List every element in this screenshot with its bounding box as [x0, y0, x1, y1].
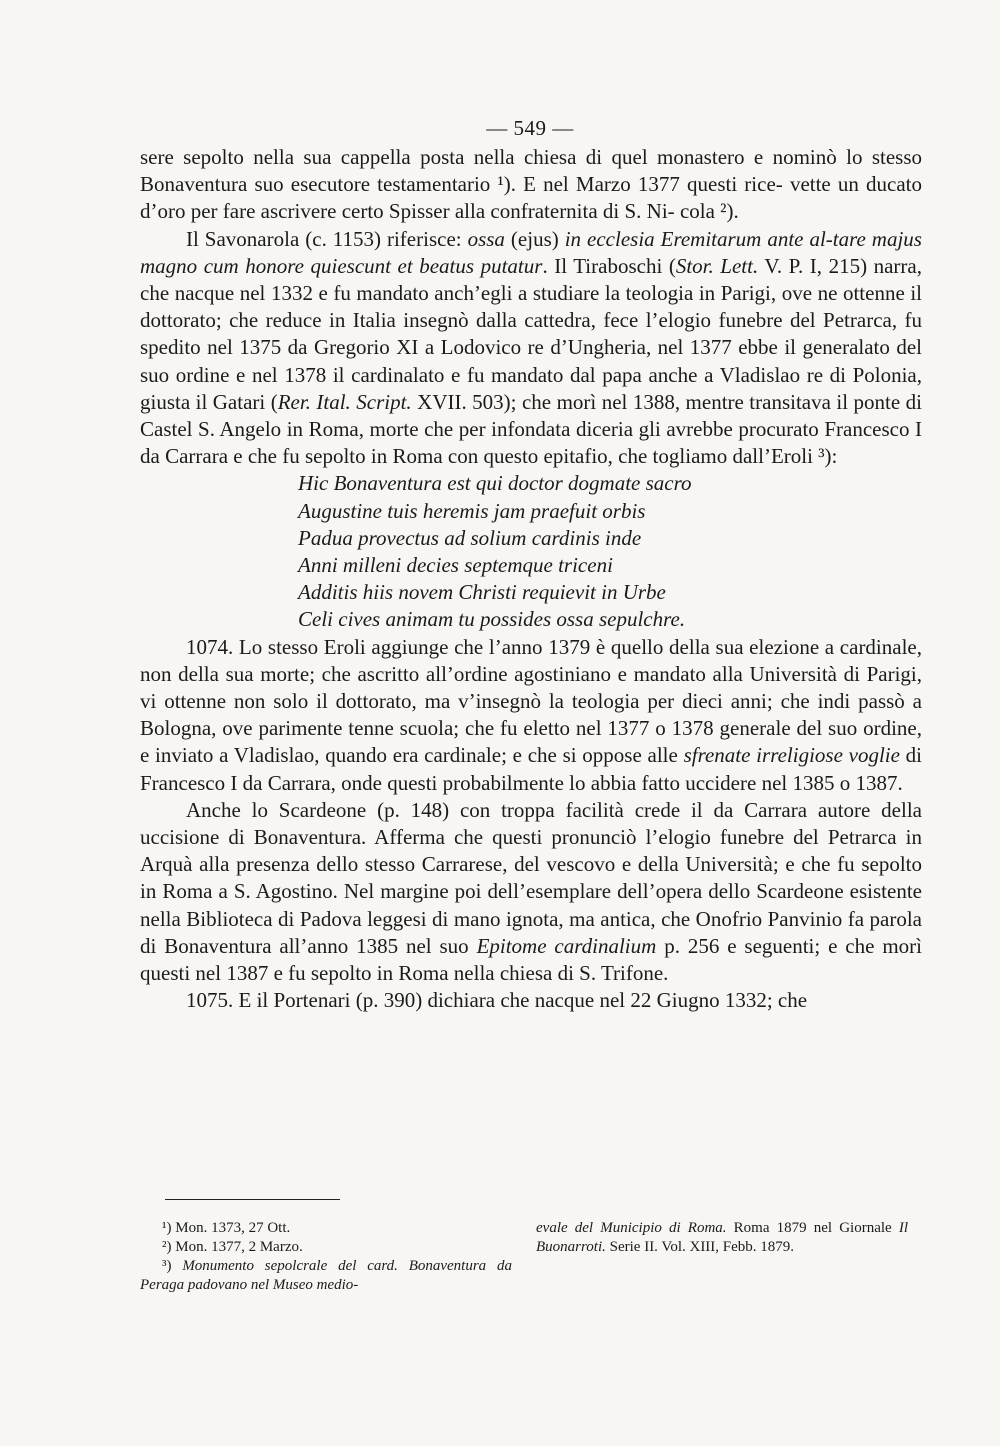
italic-citation: Rer. Ital. Script.	[277, 389, 412, 414]
verse-line: Hic Bonaventura est qui doctor dogmate sacro	[298, 471, 692, 496]
verse-line: Additis hiis novem Christi requievit in Urbe	[298, 580, 666, 605]
verse-line: Anni milleni decies septemque triceni	[298, 553, 613, 577]
paragraph-savonarola	[140, 226, 922, 471]
text-line: vette un ducato d’oro per fare ascrivere certo Spisser alla confraternita di S. Ni-	[140, 172, 923, 224]
footnotes-right-column	[536, 1219, 908, 1257]
footnote-divider	[165, 1199, 340, 1200]
body-text	[140, 144, 922, 1014]
italic-citation: Stor. Lett.	[675, 253, 759, 278]
footnote-1: ¹) Mon. 1373, 27 Ott.	[162, 1220, 291, 1236]
verse-line: Celi cives animam tu possides ossa sepulchre.	[298, 607, 686, 632]
paragraph-scardeone	[140, 797, 922, 987]
paragraph-1075: 1075. E il Portenari (p. 390) dichiara che nacque nel 22 Giugno 1332; che	[186, 988, 808, 1013]
italic-quote: in ecclesia Eremitarum ante al-tare majus magno cum honore quiescunt et beatus putatur	[140, 226, 922, 278]
page-number: — 549 —	[486, 116, 574, 140]
paragraph-continuation	[140, 144, 922, 226]
text-run: V. P. I, 215) narra, che nacque nel 1332 e fu mandato anch’egli a studiare la teologia in Parigi, ove ne ottenne il dottorato; che reduce in Italia insegnò dalla cattedra, fece l’elogio funebre del Petrarca, fu spedito nel 1375 da Gregorio XI a Lodovico re d’Ungheria, nel 1377 ebbe il generalato del suo ordine e nel 1378 il cardinalato e fu mandato dal papa anche a Vladislao re di Polonia, giusta il Gatari (	[140, 253, 922, 414]
text-run: p. 256 e seguenti; e che morì questi nel 1387 e fu sepolto in Roma nella chiesa di S. Trifone.	[140, 933, 922, 985]
footnote-3	[140, 1257, 512, 1295]
footnotes-left-column	[140, 1219, 512, 1295]
epitaph-verse	[140, 470, 922, 633]
text-run: di Francesco I da Carrara, onde questi probabilmente lo abbia fatto uccidere nel 1385 o 1387.	[140, 743, 923, 795]
footnote-marker: ³)	[162, 1258, 183, 1274]
text-run: (ejus)	[504, 226, 565, 251]
footnote-text: Serie II. Vol. XIII, Febb. 1879.	[605, 1239, 795, 1255]
text-run: Anche lo Scardeone (p. 148) con troppa facilità crede il da Carrara autore della uccisione di Bonaventura. Afferma che questi pronunciò l’elogio funebre del Petrarca in Arquà alla presenza dello stesso Carrarese, del vescovo e della Università; e che fu sepolto in Roma a S. Agostino. Nel margine poi dell’esemplare dell’opera dello Scardeone esistente nella Biblioteca di Padova leggesi di mano ignota, ma antica, che Onofrio Panvinio fa parola di Bonaventura all’anno 1385 nel suo	[140, 797, 922, 958]
footnote-3-continued	[536, 1219, 908, 1257]
italic-run: ossa	[467, 226, 505, 251]
italic-run: Epitome cardinalium	[476, 933, 657, 958]
paragraph-1074	[140, 634, 922, 797]
text-line: cola ²).	[679, 199, 739, 224]
footnote-italic: Il Buonarroti.	[536, 1220, 908, 1255]
verse-line: Augustine tuis heremis jam praefuit orbis	[298, 498, 646, 523]
text-line: stesso Bonaventura suo esecutore testamentario ¹). E nel Marzo 1377 questi rice-	[140, 145, 923, 197]
text-line: sere sepolto nella sua cappella posta nella chiesa di quel monastero e nominò lo	[140, 145, 863, 169]
text-run: XVII. 503); che morì nel 1388, mentre transitava il ponte di Castel S. Angelo in Roma, morte che per infondata diceria gli avrebbe procurato Francesco I da Carrara e che fu sepolto in Roma con questo epitafio, che togliamo dall’Eroli ³):	[140, 389, 922, 469]
text-run: Il Savonarola (c. 1153) riferisce:	[186, 226, 468, 251]
footnote-text: Roma 1879 nel Giornale	[726, 1220, 899, 1236]
footnote-italic: Monumento sepolcrale del card. Bonaventura da Peraga padovano nel Museo medio-	[140, 1258, 512, 1293]
text-run: 1074. Lo stesso Eroli aggiunge che l’anno 1379 è quello della sua elezione a cardinale, non della sua morte; che ascritto all’ordine agostiniano e mandato alla Università di Parigi, vi ottenne non solo il dottorato, ma v’insegnò la teologia per dieci anni; che indi passò a Bologna, ove parimente tenne scuola; che fu eletto nel 1377 o 1378 generale del suo ordine, e inviato a Vladislao, quando era cardinale; e che si oppose alle	[140, 634, 922, 768]
footnote-2: ²) Mon. 1377, 2 Marzo.	[162, 1239, 303, 1255]
verse-line: Padua provectus ad solium cardinis inde	[298, 525, 642, 550]
italic-run: sfrenate irreligiose voglie	[683, 743, 900, 768]
footnote-italic: evale del Municipio di Roma.	[536, 1220, 727, 1236]
text-run: . Il Tiraboschi (	[542, 253, 676, 278]
